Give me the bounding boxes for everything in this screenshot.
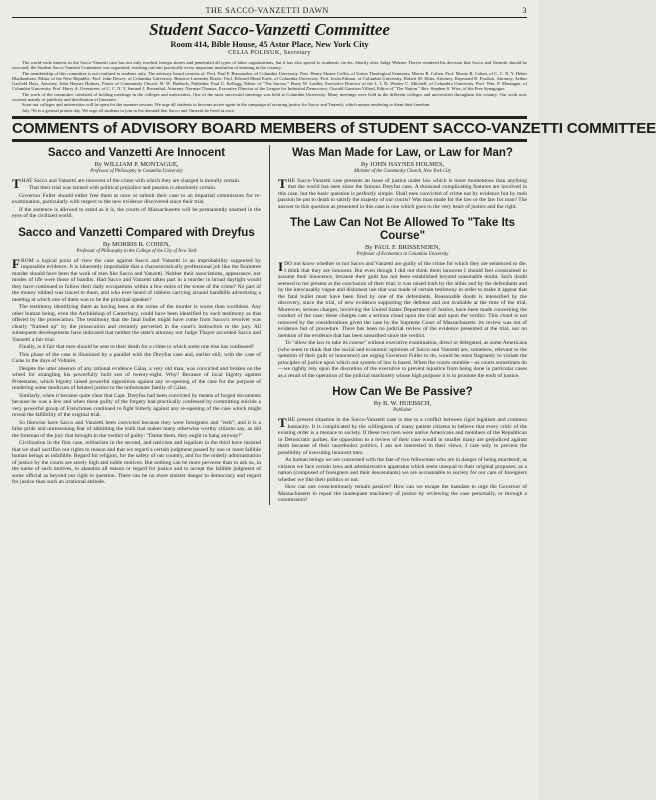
- intro-paragraph: The world-wide interest in the Sacco-Vanzetti case has not only reached foreign shores and penetrated all types of labor organizations, but it has also spread to academic circles. Shortly after Judge Webster Thayer rendered his decision that Sacco and Vanzetti should be executed, the Student Sacco-Vanzetti Committee was organized, reaching out into practically every important institution of learning in the country.: [12, 60, 527, 71]
- article-huebsch: [278, 386, 527, 504]
- intro-paragraph: Soon our colleges and universities will be open for the summer session. We urge all students to become active again in the campaign of securing justice for Sacco and Vanzetti, which means rendering to them their freedom.: [22, 102, 431, 108]
- article-columns: [12, 145, 527, 505]
- article-byline: By WILLIAM P. MONTAGUE,: [94, 160, 179, 168]
- masthead: [12, 21, 527, 57]
- section-banner: COMMENTS of ADVISORY BOARD MEMBERS of STUDENT SACCO-VANZETTI COMMITTEE: [12, 116, 527, 142]
- article-paragraph: FROM a logical point of view the case against Sacco and Vanzetti is an improbability supported by impossible evidence. It is inherently improbable that a characteristically professional job like the Braintree murder should have been the work of men like Sacco and Vanzetti. Neither their associations, appearance, nor modes of life were those of bandits. Had Sacco and Vanzetti taken part in a murder in broad daylight would they have continued to follow their daily occupations within a few miles of the scene of the crime? No part of the money robbed was traced to them, and who ever heard of robbers carrying around handbills advertising a meeting at which one of them was to be the principal speaker?: [12, 255, 261, 303]
- article-paragraph: Despite the utter absence of any rational evidence Calas, a very old man, was convicted and broken on the wheel for strangling his powerfully built son of twenty-eight. Why? Because of local bigotry against Protestants, which bigotry raised powerful opposition against any re-opening of the case for the purpose of rendering some modicum of belated justice to the unfortunate family of Calas.: [12, 365, 261, 392]
- header-rule: [12, 17, 527, 18]
- article-paragraph: To "allow the law to take its course" without executive examination, direct or delegated, as some Americans (who seem to think that the social and economic opinions of Sacco and Vanzetti are, somehow, relevant to the question of their guilt or innocence) are urging Governor Fuller to do, would be most flagrantly to violate the principles of justice upon which our system of law is based. When the courts stumble—as courts sometimes do—we rightly rely upon the discretion of the executive to prevent injustice from being done in particular cases as a result of the operation of the judicial machinery whose high purpose it is to promote the ends of justice.: [278, 340, 527, 379]
- article-paragraph: As human beings we are concerned with the fate of two fellowmen who are in danger of being murdered; as citizens we face certain laws and administrative apparatus which seem unequal to their original purposes; as a nation (composed of foreigners and their descendants) we are accountable to society for our care of foreigners whether we like their politics or not.: [278, 457, 527, 483]
- article-body: [12, 175, 261, 220]
- article-affiliation: Minister of the Community Church, New York City: [354, 168, 451, 174]
- intro-paragraph: July 7th is a general protest day. We urge all students to join in the demand that Sacco and Vanzetti be freed at once.: [22, 107, 236, 113]
- article-paragraph: How can one conscientiously remain passive? How can we escape the mandate to urge the Governor of Massachusetts to repair the inadequate machinery of justice by reviewing the case personally, or through a commission?: [278, 484, 527, 504]
- article-byline: By PAUL F. BRISSENDEN,: [364, 244, 441, 252]
- right-column: [278, 145, 527, 505]
- article-body: [278, 261, 527, 379]
- masthead-title: Student Sacco-Vanzetti Committee: [149, 20, 390, 39]
- article-body: [278, 417, 527, 504]
- article-byline: By MORRIS R. COHEN,: [102, 240, 171, 248]
- article-paragraph: So likewise have Sacco and Vanzetti been convicted because they were foreigners and "reds"; and it is a false pride and unreasoning fear of admitting the truth that makes many otherwise worthy citizens say, as did the foreman of the jury that brought in the verdict of guilty: "Damn them, they ought to hang anyway!": [12, 419, 261, 439]
- article-affiliation: Professor of Economics in Columbia University: [356, 252, 449, 258]
- article-body: [278, 175, 527, 211]
- article-paragraph: If the sentence is allowed to stand as it is, the courts of Massachusetts will be permanently shamed in the eyes of the civilized world.: [12, 206, 261, 220]
- article-title: The Law Can Not Be Allowed To "Take Its Course": [289, 217, 516, 243]
- intro-text: [12, 60, 527, 113]
- article-byline: By JOHN HAYNES HOLMES,: [360, 160, 445, 168]
- running-header: [12, 4, 527, 16]
- article-title: Sacco and Vanzetti Are Innocent: [47, 146, 226, 159]
- article-cohen: [12, 227, 261, 486]
- masthead-address: Room 414, Bible House, 45 Astor Place, New York City: [170, 39, 369, 49]
- article-paragraph: This phase of the case is illumined by a parallel with the Dreyfus case and, earlier still, with the case of Calas in the days of Voltaire.: [12, 351, 261, 365]
- article-paragraph: Similarly, when it became quite clear that Capt. Dreyfus had been convicted by means of forged documents because he was a Jew and when these guilty of the forgery had practically confessed by committing suicide a very powerful group of Frenchmen continued to fight bitterly against any re-opening of the case which might reveal the fallibility of the original trial.: [12, 392, 261, 419]
- article-paragraph: Governor Fuller should either free them at once or submit their case to an impartial commission for re-examination, particularly with respect to the new evidence discovered since their trial.: [12, 192, 261, 206]
- article-affiliation: Professor of Philosophy in Columbia University: [90, 168, 183, 174]
- intro-paragraph: The work of the committee consisted of holding meetings in the colleges and universities. One of the most successful meetings was held at Columbia University. Many meetings were held in the different colleges and universities throughout the country. Our work now consists mainly of publicity and distribution of literature.: [12, 91, 527, 103]
- article-affiliation: Professor of Philosophy in the College of the City of New York: [76, 248, 197, 254]
- article-title: Was Man Made for Law, or Law for Man?: [292, 146, 513, 159]
- article-title: Sacco and Vanzetti Compared with Dreyfus: [18, 226, 255, 239]
- article-paragraph: Finally, is it fair that men should be sent to their death for a crime to which some one else has confessed?: [19, 344, 255, 351]
- article-paragraph: THE Sacco-Vanzetti case presents an issue of justice under law which is more momentous than anything that the world has seen since the famous Dreyfus case. A thousand complicating features are involved in this case, but the basic question is perfectly simple. Shall men convicted of crime not by evidence but by mob passion be put to death to satisfy the majesty of our courts? Was man made for the law or the law for man? The answer to this question as presented in this case is one which goes to the very heart of justice and the right.: [278, 175, 527, 210]
- article-paragraph: That their trial was tainted with political prejudice and passion is absolutely certain.: [28, 185, 217, 192]
- article-paragraph: THAT Sacco and Vanzetti are innocent of the crime with which they are charged is morally certain.: [12, 175, 241, 191]
- article-paragraph: THE present situation in the Sacco-Vanzetti case is due to a conflict between rigid legalism and common humanity. It is complicated by the willingness of many patient citizens to believe that every critic of the existing order is a menace to society. If these two men were native Americans and members of the Republican or Democratic parties, the opposition to a review of their case would in smaller many are prejudiced against them because of their unorthodox politics. I am not interested in their views; I care only to prevent the possibility of executing innocent men.: [278, 415, 527, 456]
- article-body: [12, 255, 261, 486]
- article-holmes: [278, 147, 527, 211]
- article-paragraph: The testimony identifying them as having been at the scene of the murder is worse than worthless. Any other human being, even the Archbishop of Canterbury, could have been identified by such testimony as that offered by the prosecution. The testimony that the fatal bullet might have come from Sacco's revolver was clearly "framed up" by the prosecution and certainly perverted in the court's instruction to the jury. All subsequent developments have indicated that neither the state's attorney nor Judge Thayer accorded Sacco and Vanzetti a fair trial.: [12, 304, 261, 343]
- page-number: 3: [522, 5, 527, 15]
- article-brissenden: [278, 217, 527, 379]
- article-title: How Can We Be Passive?: [332, 386, 473, 399]
- column-divider: [269, 145, 270, 505]
- article-affiliation: Publisher: [393, 408, 412, 414]
- article-byline: By B. W. HUEBSCH,: [373, 400, 432, 408]
- publication-name: THE SACCO-VANZETTI DAWN: [205, 5, 329, 15]
- intro-paragraph: The membership of this committee is not confined to students only. The advisory board consists of: Prof. Paul F. Brissenden, of Columbia University. Pres. Henry Sloane Coffin, of Union Theological Seminary. Morris R. Cohen, Prof. Morris R. Cohen, of C. C. N. Y. Heber Blankenhorn, Editor of the New Republic. Prof. John Dewey, of Columbia University. Beatrice Lavender Eberle, Prof. Edward Mead Earle, of Columbia University. Prof. Irwin Edman, of Columbia University. Robert M. Elder, Attorney, Raymond B. Fosdick, Attorney, Arthur Garfield Hays, Attorney, John Haynes Holmes, Pastor of Community Church. B. W. Huebsch, Publisher. Paul U. Kellogg, Editor of "The Survey." Harry W. Laidler, Executive Director of the L. I. D. Wesley C. Mitchell, of Columbia University. Prof. Wm. P. Montague, of Columbia University. Prof. Harry A. Overstreet, of C. C. N. Y. Samuel J. Rosenthal, Attorney. Norman Thomas, Executive Director of the League for Industrial Democracy. Oswald Garrison Villard, Editor of "The Nation." Rev. Stephen S. Wise, of the Free Synagogue.: [12, 70, 527, 92]
- article-montague: [12, 147, 261, 220]
- left-column: [12, 145, 261, 505]
- masthead-secretary: CELIA POLISUK, Secretary: [228, 49, 311, 56]
- article-paragraph: IDO not know whether or not Sacco and Vanzetti are guilty of the crime for which they are sentenced to die. I think that they are innocent. But even though I did not think them innocent I should feel constrained to assume their innocence, because their guilt has not been established beyond reasonable doubt. Such doubt seemed to me present at the conclusion of their trial; it was raised both by the alibis and by the defendants and by the inexcusably vague and dishonest use that was made of certain testimony in order to make it appear that the fatal bullet must have been fired by one of the defendants. Reasonable doubt is intensified by the discovery, since the trial, of new evidence supporting the defense and not available at the time of the trial. Moreover, serious charges, involving the United States Department of Justice, have been made concerning the conduct of the case; these charges cast a serious cloud upon the trial and upon the verdict. This cloud is not removed by the considerations given the case by the Supreme Court of Massachusetts: its review was not of evidence but of procedure. There has been no judicial review of the evidence presented at the trial, nor no mention of the evidence that has been unearthed since the verdict.: [278, 259, 527, 339]
- article-paragraph: Civilization in the first case, militarism in the second, and nativism and legalism in the third have insisted that we shall sacrifice our rights to reason and that we regard a certain judgment passed by one or more fallible human beings as infallible. Regard for religion, for the safety of our country, and for the orderly administration of justice by the courts are surely high and noble motives. But nothing can be more perverse than to ask us, in the name of such motives, to abandon all reason or regard for justice and to accept the fallible judgment of some official as beyond our right to question. There can be no more sinister danger to democracy and regard for justice than such an irrational attitude.: [12, 440, 261, 486]
